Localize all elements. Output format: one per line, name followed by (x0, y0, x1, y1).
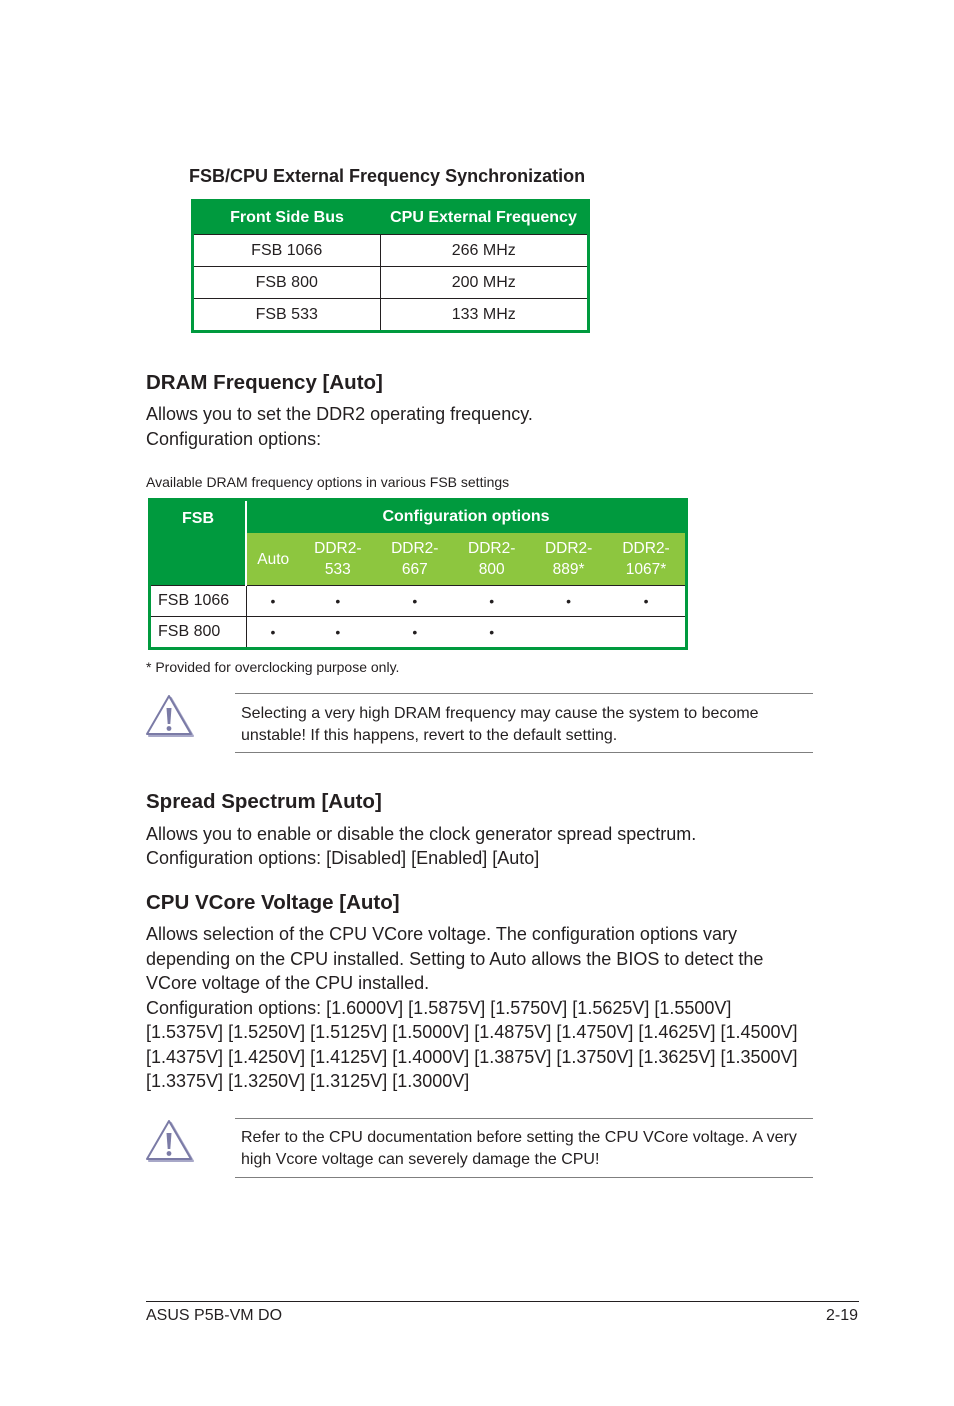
text-line: Configuration options: [1.6000V] [1.5875V] [1.5750V] [1.5625V] [1.5500V] (146, 997, 732, 1018)
table-header: Configuration options (246, 500, 687, 534)
option-header: DDR2- 533 (299, 533, 376, 586)
dram-heading: DRAM Frequency [Auto] (146, 371, 383, 394)
warning-line: Selecting a very high DRAM frequency may cause the system to become (241, 705, 759, 722)
dram-frequency-table (148, 498, 688, 650)
table-cell: • (376, 586, 453, 617)
table-cell: • (530, 586, 607, 617)
vcore-warning-text (241, 1127, 797, 1171)
table-header: CPU External Frequency (380, 201, 589, 235)
table-cell: • (299, 617, 376, 649)
table-cell: • (376, 617, 453, 649)
row-label: FSB 800 (150, 617, 247, 649)
table-row (193, 267, 589, 299)
table-header: FSB (150, 500, 247, 586)
row-label: FSB 1066 (150, 586, 247, 617)
option-header: Auto (246, 533, 299, 586)
table-cell: FSB 1066 (193, 235, 381, 267)
option-header: DDR2- 800 (453, 533, 530, 586)
table-cell: • (453, 586, 530, 617)
text-line: [1.5375V] [1.5250V] [1.5125V] [1.5000V] [1.4875V] [1.4750V] [1.4625V] [1.4500V] (146, 1022, 798, 1042)
footer-model: ASUS P5B-VM DO (146, 1307, 283, 1324)
text-line: [1.4375V] [1.4250V] [1.4125V] [1.4000V] [1.3875V] [1.3750V] [1.3625V] [1.3500V] (146, 1046, 798, 1067)
table-row (150, 617, 687, 649)
table-cell: • (607, 586, 686, 617)
table-row (193, 299, 589, 332)
page-number: 2-19 (826, 1307, 859, 1324)
warning-line: Refer to the CPU documentation before setting the CPU VCore voltage. A very (241, 1129, 797, 1146)
spread-config-options: Configuration options: [Disabled] [Enabled] [Auto] (146, 848, 540, 868)
vcore-heading: CPU VCore Voltage [Auto] (146, 891, 400, 914)
footer-rule (146, 1301, 859, 1302)
table-cell: 200 MHz (380, 267, 589, 299)
table-row (150, 586, 687, 617)
text-line: depending on the CPU installed. Setting to Auto allows the BIOS to detect the (146, 948, 764, 969)
warning-icon (145, 1119, 195, 1165)
overclock-footnote: * Provided for overclocking purpose only. (146, 659, 400, 675)
divider (235, 693, 813, 694)
text-line: Allows selection of the CPU VCore voltage. The configuration options vary (146, 924, 737, 944)
dram-config-label: Configuration options: (146, 429, 322, 449)
dram-warning-text (241, 703, 759, 747)
table-header: Front Side Bus (193, 201, 381, 235)
table-cell: • (453, 617, 530, 649)
option-header: DDR2- 889* (530, 533, 607, 586)
table-cell: 133 MHz (380, 299, 589, 332)
option-header: DDR2- 667 (376, 533, 453, 586)
table-cell: 266 MHz (380, 235, 589, 267)
dram-description: Allows you to set the DDR2 operating frequency. (146, 404, 533, 424)
table-row (193, 235, 589, 267)
table-cell: • (246, 586, 299, 617)
table-cell: • (299, 586, 376, 617)
table-cell (530, 617, 607, 649)
divider (235, 1177, 813, 1178)
divider (235, 1118, 813, 1119)
warning-line: unstable! If this happens, revert to the default setting. (241, 727, 618, 744)
warning-icon (145, 694, 195, 740)
text-line: [1.3375V] [1.3250V] [1.3125V] [1.3000V] (146, 1071, 470, 1091)
table-cell: • (246, 617, 299, 649)
option-header: DDR2- 1067* (607, 533, 686, 586)
fsb-table-caption: FSB/CPU External Frequency Synchronization (189, 166, 586, 186)
dram-table-caption: Available DRAM frequency options in various FSB settings (146, 474, 510, 490)
warning-line: high Vcore voltage can severely damage the CPU! (241, 1151, 600, 1168)
table-cell: FSB 800 (193, 267, 381, 299)
table-cell: FSB 533 (193, 299, 381, 332)
divider (235, 752, 813, 753)
table-cell (607, 617, 686, 649)
vcore-description (146, 922, 798, 1094)
spread-description: Allows you to enable or disable the clock generator spread spectrum. (146, 824, 697, 844)
fsb-frequency-table (191, 199, 590, 333)
text-line: VCore voltage of the CPU installed. (146, 973, 430, 993)
spread-heading: Spread Spectrum [Auto] (146, 790, 382, 813)
